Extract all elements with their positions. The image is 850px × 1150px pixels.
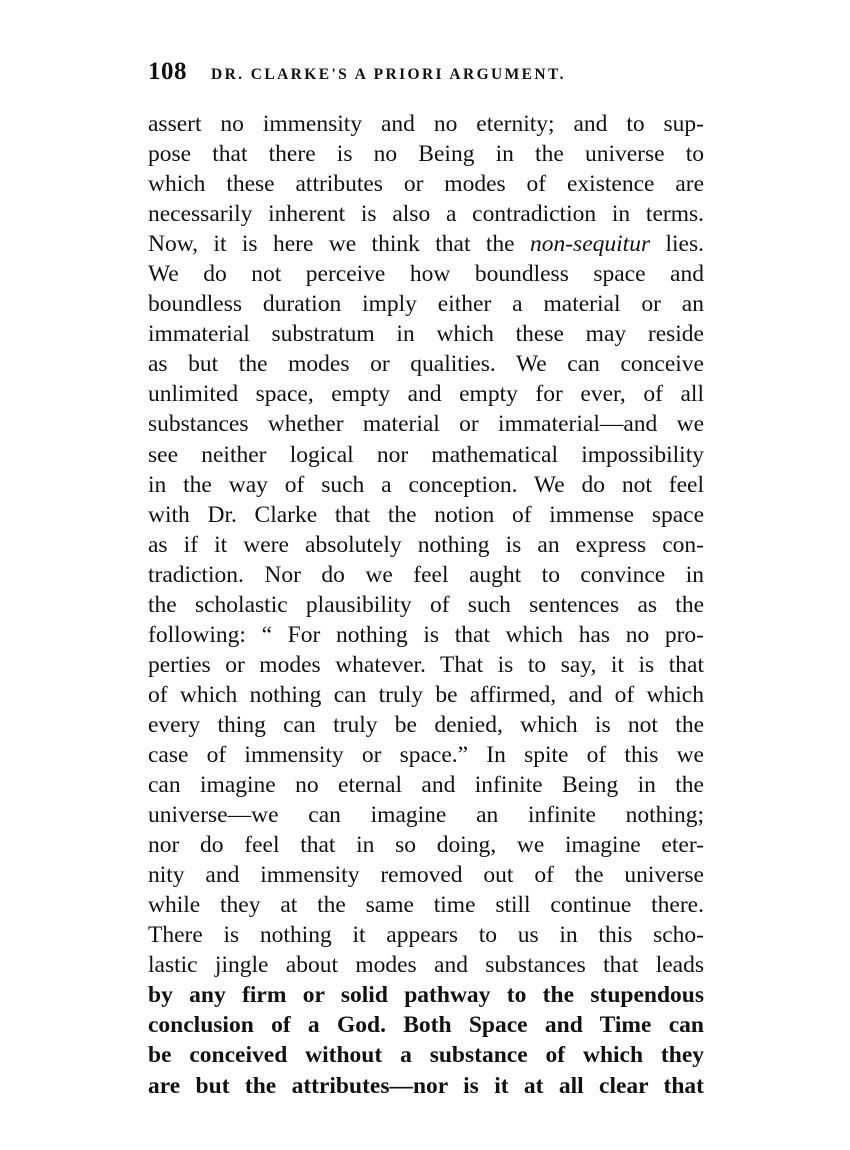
text-line: be conceived without a substance of which they [148,1042,704,1069]
text-line: universe—we can imagine an infinite nothing; [148,802,704,829]
text-line: assert no immensity and no eternity; and to sup- [148,111,704,137]
text-line [148,229,704,259]
text-line: by any firm or solid pathway to the stupendous [148,982,704,1009]
italic-term: non-sequitur [529,231,651,258]
text-line: There is nothing it appears to us in this scho- [148,922,704,949]
text-line: We do not perceive how boundless space and [148,261,704,288]
text-line: following: “ For nothing is that which has no pro- [148,621,704,648]
text-line: see neither logical nor mathematical impossibility [148,441,704,468]
text-line: perties or modes whatever. That is to say, it is that [148,651,704,678]
body-text [148,109,704,1101]
text-line: substances whether material or immaterial—and we [148,411,704,438]
text-line: nity and immensity removed out of the universe [148,862,704,889]
running-title: DR. CLARKE'S A PRIORI ARGUMENT. [211,66,566,83]
text-line: immaterial substratum in which these may reside [148,321,704,348]
text-line: case of immensity or space.” In spite of this we [148,741,704,768]
text-segment: lies. [650,231,704,258]
text-line: conclusion of a God. Both Space and Time can [148,1012,704,1039]
text-line: tradiction. Nor do we feel aught to convince in [148,561,704,588]
text-line: necessarily inherent is also a contradiction in terms. [148,201,704,228]
text-line: the scholastic plausibility of such sentences as the [148,591,704,618]
text-line: can imagine no eternal and infinite Being in the [148,772,704,799]
text-line: as if it were absolutely nothing is an express con- [148,531,704,558]
text-line: while they at the same time still continue there. [148,892,704,919]
text-line: boundless duration imply either a material or an [148,291,704,318]
text-line: as but the modes or qualities. We can conceive [148,351,704,378]
text-line: are but the attributes—nor is it at all clear that [148,1072,704,1099]
page-number: 108 [148,58,187,85]
text-line: every thing can truly be denied, which is not the [148,711,704,738]
text-line: with Dr. Clarke that the notion of immense space [148,501,704,528]
running-head [148,58,708,88]
text-line: of which nothing can truly be affirmed, and of which [148,681,704,708]
text-line: lastic jingle about modes and substances that leads [148,952,704,979]
text-line: pose that there is no Being in the universe to [148,141,704,168]
text-line: nor do feel that in so doing, we imagine eter- [148,832,704,859]
text-segment: Now, it is here we think that the [148,231,530,258]
text-line: in the way of such a conception. We do not feel [148,471,704,498]
text-line: which these attributes or modes of existence are [148,171,704,198]
text-line: unlimited space, empty and empty for ever, of all [148,381,704,408]
